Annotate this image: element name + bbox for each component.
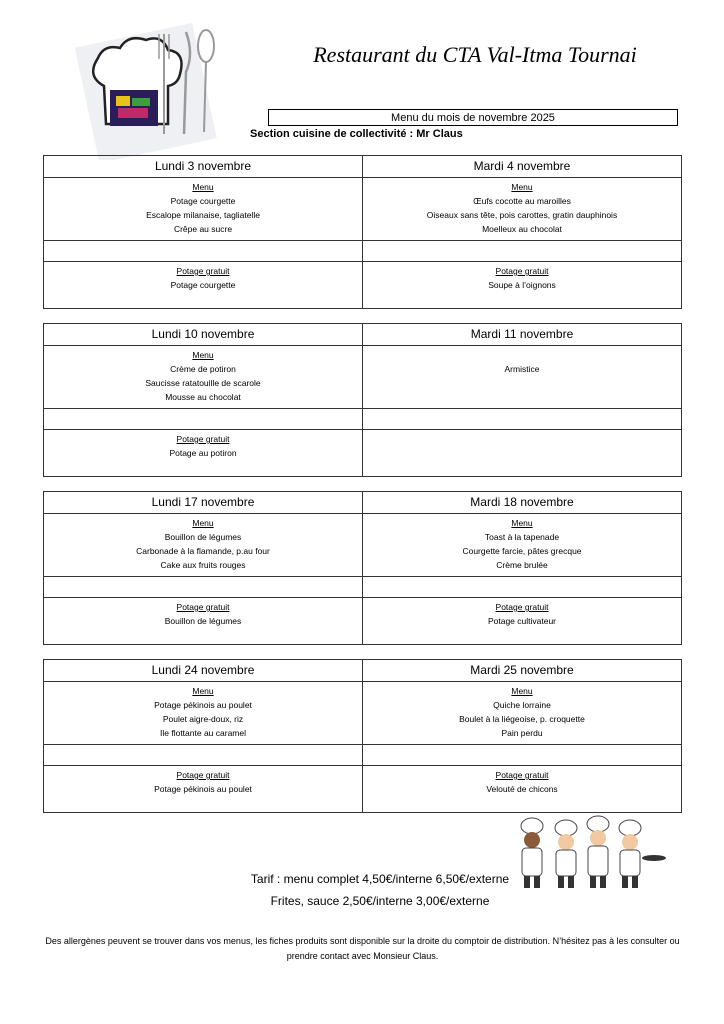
menu-item: Pain perdu: [501, 728, 543, 738]
menu-cell: [44, 178, 363, 241]
menu-item: Ile flottante au caramel: [160, 728, 246, 738]
menu-label: Menu: [511, 686, 533, 696]
soup-cell: [44, 766, 363, 813]
soup-label: Potage gratuit: [495, 266, 549, 276]
menu-label: Menu: [511, 182, 533, 192]
price-line: Frites, sauce 2,50€/interne 3,00€/externe: [270, 894, 490, 908]
month-heading: Menu du mois de novembre 2025: [268, 109, 678, 126]
menu-cell: [44, 514, 363, 577]
menu-cell: [44, 346, 363, 409]
soup-cell: [44, 430, 363, 477]
day-header: Lundi 10 novembre: [44, 324, 363, 346]
menu-item: Armistice: [504, 364, 540, 374]
soup-label: Potage gratuit: [495, 602, 549, 612]
spacer-cell: [363, 577, 682, 598]
menu-item: Courgette farcie, pâtes grecque: [462, 546, 582, 556]
day-header: Lundi 24 novembre: [44, 660, 363, 682]
menu-item: Crème de potiron: [170, 364, 236, 374]
menu-item: Moelleux au chocolat: [482, 224, 562, 234]
spacer-cell: [363, 409, 682, 430]
section-heading: Section cuisine de collectivité : Mr Claus: [250, 128, 463, 140]
menu-item: Escalope milanaise, tagliatelle: [146, 210, 260, 220]
soup-cell: [363, 766, 682, 813]
soup-label: Potage gratuit: [176, 602, 230, 612]
soup-label: Potage gratuit: [176, 770, 230, 780]
spacer-cell: [363, 745, 682, 766]
menu-cell: [363, 514, 682, 577]
week-table-2: [43, 323, 682, 477]
menu-item: Bouillon de légumes: [164, 532, 242, 542]
menu-label: Menu: [192, 518, 214, 528]
menu-item: Oiseaux sans tête, pois carottes, gratin dauphinois: [426, 210, 618, 220]
restaurant-logo: [46, 14, 234, 160]
day-header: Mardi 18 novembre: [363, 492, 682, 514]
week-table-3: [43, 491, 682, 645]
soup-item: Potage courgette: [170, 280, 236, 290]
soup-cell: [363, 598, 682, 645]
week-table-4: [43, 659, 682, 813]
menu-item: Cake aux fruits rouges: [160, 560, 246, 570]
menu-label: Menu: [192, 350, 214, 360]
soup-cell: [363, 262, 682, 309]
menu-item: Potage courgette: [170, 196, 236, 206]
menu-item: Toast à la tapenade: [484, 532, 560, 542]
spacer-cell: [44, 745, 363, 766]
spacer-cell: [363, 241, 682, 262]
menu-item: Œufs cocotte au maroilles: [473, 196, 571, 206]
menu-item: Carbonade à la flamande, p.au four: [136, 546, 270, 556]
soup-item: Potage au potiron: [169, 448, 237, 458]
chef-figure: [619, 820, 666, 888]
week-table-1: [43, 155, 682, 309]
soup-cell: [44, 262, 363, 309]
menu-label: Menu: [511, 518, 533, 528]
soup-cell: [363, 430, 682, 477]
day-header: Mardi 25 novembre: [363, 660, 682, 682]
spoon-icon: [198, 30, 214, 62]
spacer-cell: [44, 409, 363, 430]
menu-item: Potage pékinois au poulet: [154, 700, 252, 710]
soup-item: Velouté de chicons: [486, 784, 558, 794]
menu-item: Crème brulée: [496, 560, 548, 570]
day-header: Lundi 17 novembre: [44, 492, 363, 514]
day-header: Lundi 3 novembre: [44, 156, 363, 178]
price-info: [200, 868, 560, 912]
menu-item: Poulet aigre-doux, riz: [162, 714, 244, 724]
menu-item: Boulet à la liégeoise, p. croquette: [459, 714, 585, 724]
day-header: Mardi 4 novembre: [363, 156, 682, 178]
menu-cell: [363, 178, 682, 241]
menu-item: Crêpe au sucre: [173, 224, 233, 234]
menu-item: Mousse au chocolat: [165, 392, 241, 402]
soup-label: Potage gratuit: [495, 770, 549, 780]
spacer-cell: [44, 577, 363, 598]
page-title: Restaurant du CTA Val-Itma Tournai: [313, 42, 637, 67]
chef-figure: [587, 816, 609, 888]
spacer-cell: [44, 241, 363, 262]
day-header: Mardi 11 novembre: [363, 324, 682, 346]
soup-label: Potage gratuit: [176, 434, 230, 444]
price-line: Tarif : menu complet 4,50€/interne 6,50€/externe: [250, 872, 510, 886]
soup-item: Soupe à l’oignons: [488, 280, 556, 290]
frying-pan-icon: [642, 855, 666, 861]
menu-label: Menu: [192, 686, 214, 696]
menu-cell: [363, 346, 682, 409]
menu-item: Saucisse ratatouille de scarole: [145, 378, 261, 388]
menu-label: [363, 348, 681, 362]
allergen-note: Des allergènes peuvent se trouver dans vos menus, les fiches produits sont disponible sur la droite du comptoir de distribution. N’hésitez pas à les consulter ou prendre contact avec Monsieur Claus.: [45, 936, 680, 961]
menu-label: Menu: [192, 182, 214, 192]
soup-item: Bouillon de légumes: [164, 616, 242, 626]
menu-cell: [44, 682, 363, 745]
soup-item: Potage pékinois au poulet: [154, 784, 252, 794]
soup-item: Potage cultivateur: [487, 616, 557, 626]
soup-label: Potage gratuit: [176, 266, 230, 276]
menu-item: Quiche lorraine: [493, 700, 551, 710]
menu-cell: [363, 682, 682, 745]
soup-cell: [44, 598, 363, 645]
